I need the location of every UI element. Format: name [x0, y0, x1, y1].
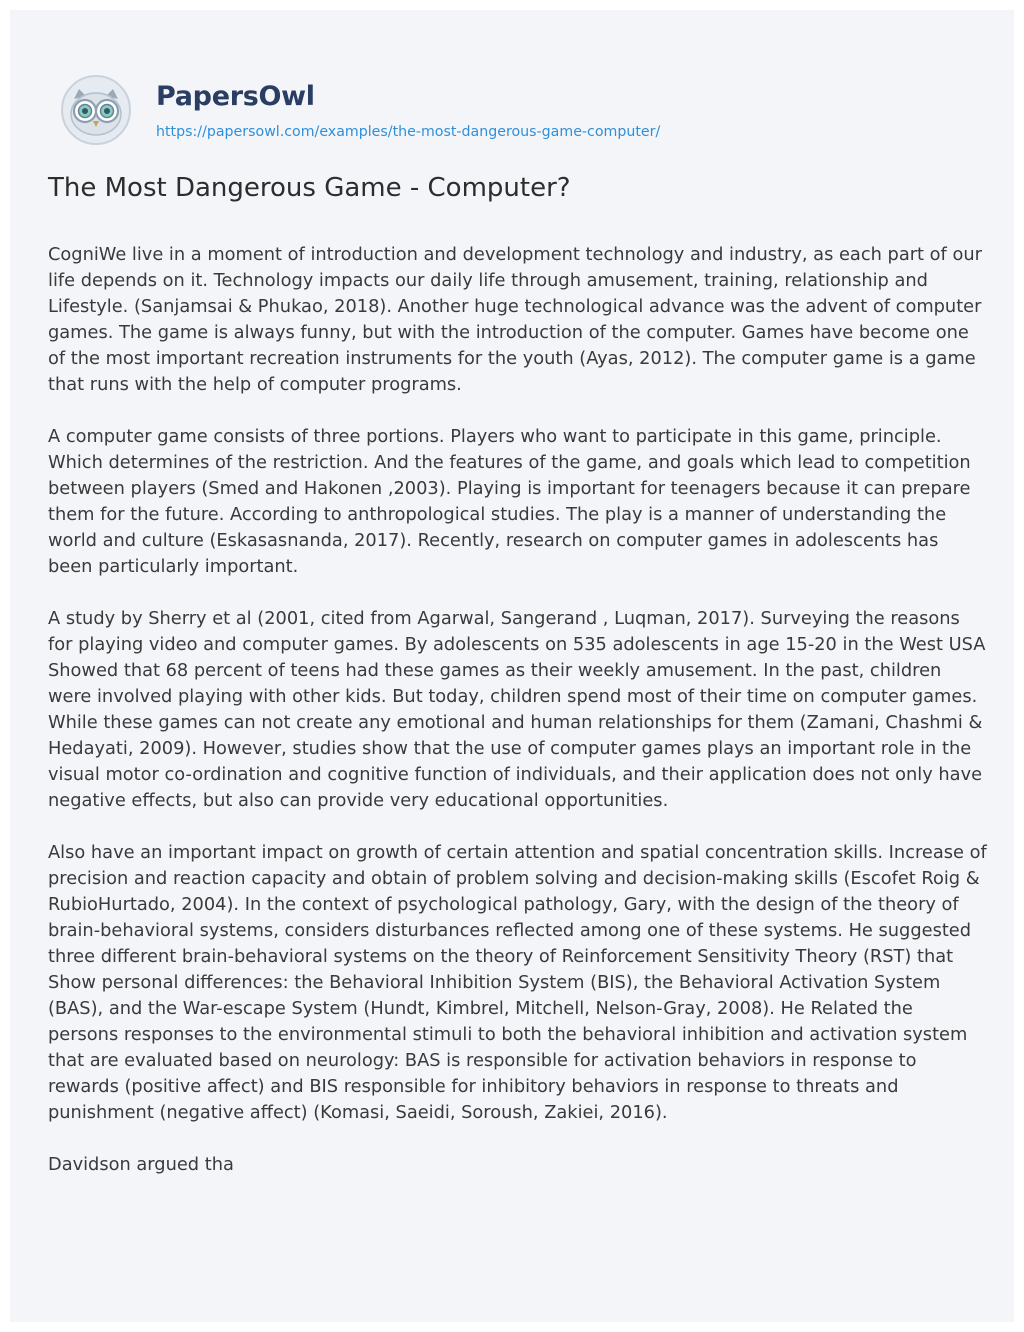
brand	[156, 80, 660, 141]
brand-name[interactable]: PapersOwl	[156, 80, 315, 112]
paragraph-5: Davidson argued tha	[48, 1154, 234, 1175]
paragraph-3: A study by Sherry et al (2001, cited from Agarwal, Sangerand , Luqman, 2017). Surveying the reasons for playing video and computer games. By adolescents on 535 adolescents in age 15-20 in the West USA Showed that 68 percent of teens had these games as their weekly amusement. In the past, children were involved playing with other kids. But today, children spend most of their time on computer games. While these games can not create any emotional and human relationships for them (Zamani, Chashmi & Hedayati, 2009). However, studies show that the use of computer games plays an important role in the visual motor co-ordination and cognitive function of individuals, and their application does not only have negative effects, but also can provide very educational opportunities.	[48, 608, 986, 811]
article-body	[48, 242, 988, 1204]
article-title: The Most Dangerous Game - Computer?	[48, 173, 571, 203]
paragraph-4: Also have an important impact on growth of certain attention and spatial concentration skills. Increase of precision and reaction capacity and obtain of problem solving and decision-making skills (Escofet Roig & RubioHurtado, 2004). In the context of psychological pathology, Gary, with the design of the theory of brain-behavioral systems, considers disturbances reflected among one of these systems. He suggested three different brain-behavioral systems on the theory of Reinforcement Sensitivity Theory (RST) that Show personal differences: the Behavioral Inhibition System (BIS), the Behavioral Activation System (BAS), and the War-escape System (Hundt, Kimbrel, Mitchell, Nelson-Gray, 2008). He Related the persons responses to the environmental stimuli to both the behavioral inhibition and activation system that are evaluated based on neurology: BAS is responsible for activation behaviors in response to rewards (positive affect) and BIS responsible for inhibitory behaviors in response to threats and punishment (negative affect) (Komasi, Saeidi, Soroush, Zakiei, 2016).	[48, 842, 987, 1123]
owl-logo-icon	[58, 72, 134, 148]
source-url-link[interactable]: https://papersowl.com/examples/the-most-dangerous-game-computer/	[156, 123, 661, 140]
document-page	[10, 10, 1014, 1322]
paragraph-1: CogniWe live in a moment of introduction and development technology and industry, as each part of our life depends on it. Technology impacts our daily life through amusement, training, relationship and Lifestyle. (Sanjamsai & Phukao, 2018). Another huge technological advance was the advent of computer games. The game is always funny, but with the introduction of the computer. Games have become one of the most important recreation instruments for the youth (Ayas, 2012). The computer game is a game that runs with the help of computer programs.	[48, 244, 982, 395]
header	[58, 70, 660, 150]
paragraph-2: A computer game consists of three portions. Players who want to participate in this game, principle. Which determines of the restriction. And the features of the game, and goals which lead to competition between players (Smed and Hakonen ,2003). Playing is important for teenagers because it can prepare them for the future. According to anthropological studies. The play is a manner of understanding the world and culture (Eskasasnanda, 2017). Recently, research on computer games in adolescents has been particularly important.	[48, 426, 971, 577]
